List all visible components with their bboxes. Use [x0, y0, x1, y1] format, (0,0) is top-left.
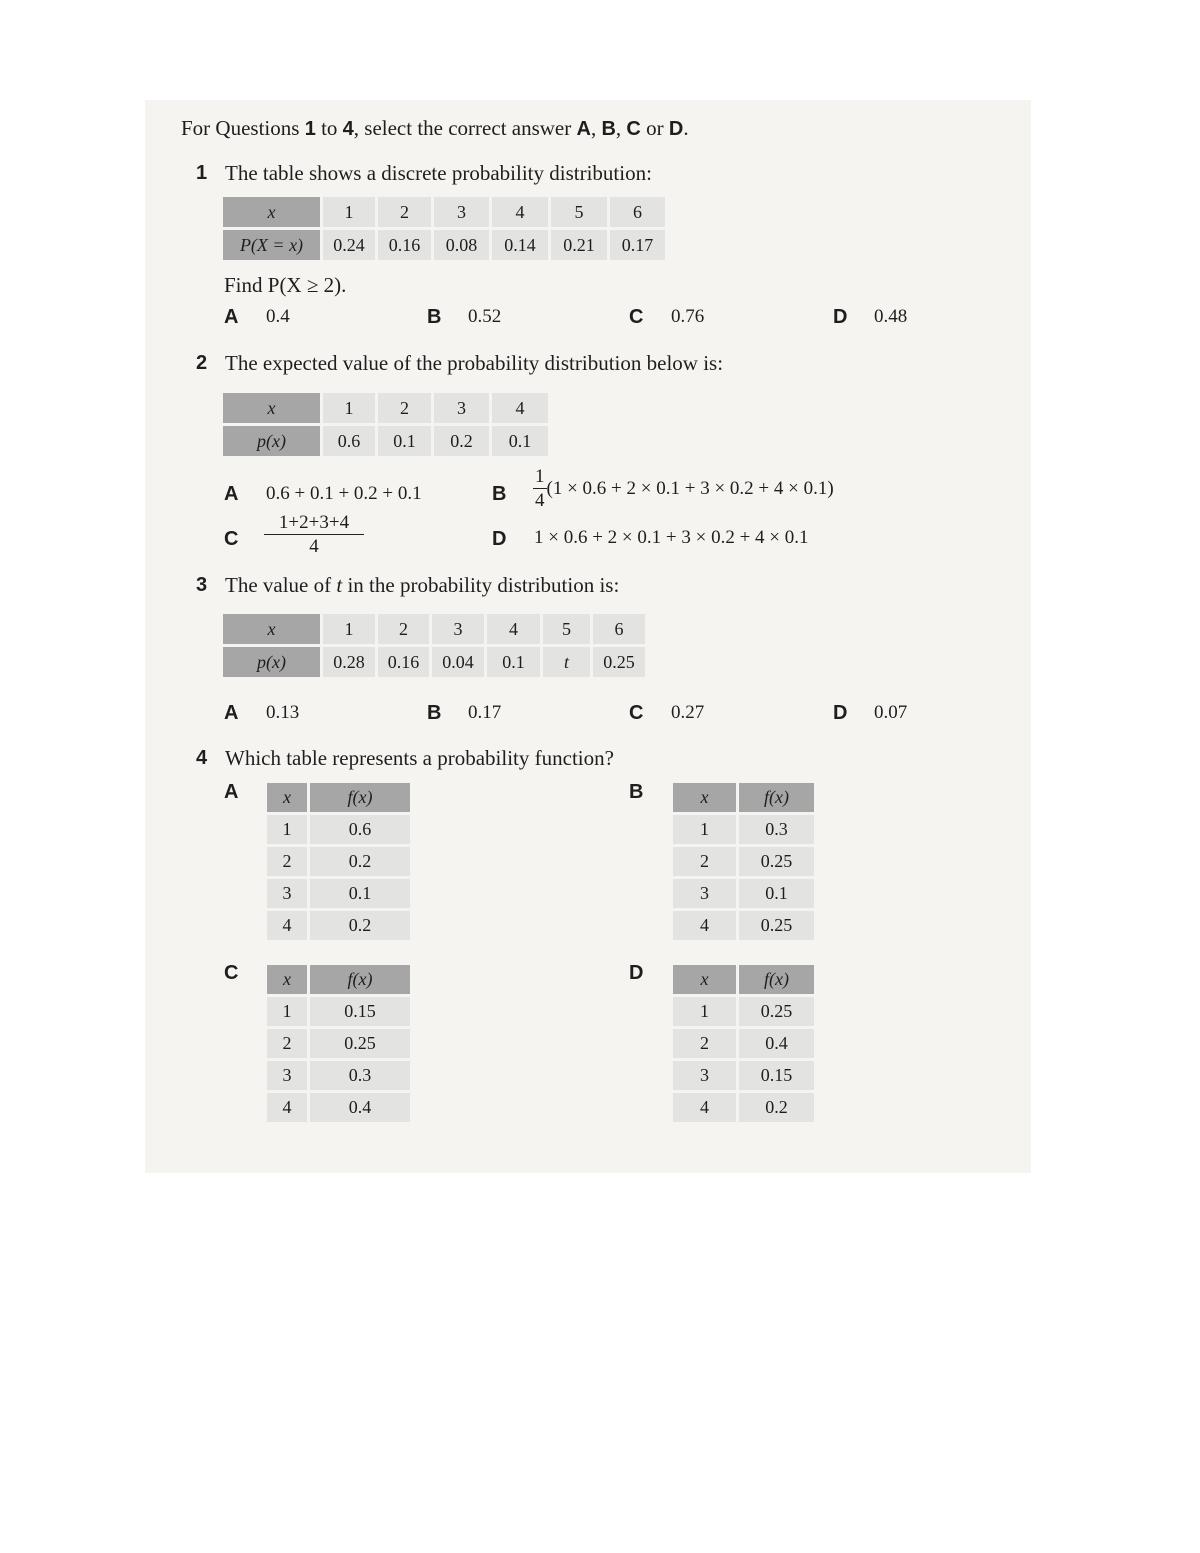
q4-d-f-2: 0.4: [739, 1029, 817, 1061]
instruction-prefix: For Questions: [181, 116, 305, 140]
q3-option-c-letter: C: [629, 702, 644, 724]
q3-option-b-letter: B: [427, 702, 442, 724]
q3-p-6: 0.25: [593, 647, 648, 680]
q3-option-c-value: 0.27: [671, 702, 705, 723]
q3-p-4: 0.1: [487, 647, 543, 680]
q4-b-f-2: 0.25: [739, 847, 817, 879]
q1-option-d-value: 0.48: [874, 306, 908, 327]
q2-x-1: 1: [323, 393, 378, 426]
q1-p-6: 0.17: [610, 230, 668, 263]
q3-option-a-value: 0.13: [266, 702, 300, 723]
q2-option-b-value: (1 × 0.6 + 2 × 0.1 + 3 × 0.2 + 4 × 0.1): [546, 477, 834, 499]
q3-x-6: 6: [593, 614, 648, 647]
question-card: [145, 100, 1031, 1173]
q1-option-c-value: 0.76: [671, 306, 705, 327]
instruction-line: [181, 116, 689, 141]
q3-option-d-value: 0.07: [874, 702, 908, 723]
q4-a-f-2: 0.2: [310, 847, 413, 879]
q3-table-head-x: x: [223, 614, 323, 647]
q4-c-x-1: 1: [267, 997, 310, 1029]
q4-d-f-4: 0.2: [739, 1093, 817, 1125]
q1-p-3: 0.08: [434, 230, 492, 263]
q4-table-d-letter: D: [629, 962, 644, 984]
q3-x-2: 2: [378, 614, 432, 647]
q1-table: [223, 197, 668, 263]
q4-d-f-3: 0.15: [739, 1061, 817, 1093]
q4-table-a: [267, 783, 413, 943]
instruction-comma-1: ,: [590, 116, 602, 140]
q1-p-5: 0.21: [551, 230, 610, 263]
q4-d-head-f: f(x): [739, 965, 817, 997]
q4-b-x-3: 3: [673, 879, 739, 911]
q3-p-5: t: [543, 647, 593, 680]
q4-c-x-4: 4: [267, 1093, 310, 1125]
q4-d-head-x: x: [673, 965, 739, 997]
q4-a-f-1: 0.6: [310, 815, 413, 847]
q3-x-5: 5: [543, 614, 593, 647]
q3-x-1: 1: [323, 614, 378, 647]
instruction-or-word: or: [640, 116, 669, 140]
q2-p-4: 0.1: [492, 426, 551, 459]
q2-option-b-frac-num: 1: [535, 466, 545, 487]
q4-table-b: [673, 783, 817, 943]
q4-a-head-f: f(x): [310, 783, 413, 815]
q2-number: 2: [196, 352, 208, 374]
q4-a-f-3: 0.1: [310, 879, 413, 911]
q2-option-a-letter: A: [224, 483, 239, 505]
q2-x-4: 4: [492, 393, 551, 426]
instruction-letter-b: B: [601, 118, 616, 140]
q1-x-2: 2: [378, 197, 434, 230]
q2-text: The expected value of the probability distribution below is:: [225, 351, 724, 375]
q4-d-x-2: 2: [673, 1029, 739, 1061]
q4-a-x-1: 1: [267, 815, 310, 847]
q4-a-head-x: x: [267, 783, 310, 815]
q3-text-var: t: [336, 573, 343, 597]
q2-option-b-frac-den: 4: [535, 490, 545, 511]
q2-p-3: 0.2: [434, 426, 492, 459]
q3-x-4: 4: [487, 614, 543, 647]
q4-c-head-f: f(x): [310, 965, 413, 997]
q3-number: 3: [196, 574, 208, 596]
q4-d-x-1: 1: [673, 997, 739, 1029]
q1-option-a-letter: A: [224, 306, 239, 328]
q1-x-3: 3: [434, 197, 492, 230]
q4-c-f-1: 0.15: [310, 997, 413, 1029]
q4-a-x-2: 2: [267, 847, 310, 879]
q3-p-1: 0.28: [323, 647, 378, 680]
q1-x-4: 4: [492, 197, 551, 230]
q1-x-5: 5: [551, 197, 610, 230]
instruction-mid: , select the correct answer: [353, 116, 577, 140]
q2-option-a-value: 0.6 + 0.1 + 0.2 + 0.1: [266, 483, 422, 504]
q2-option-d-letter: D: [492, 528, 507, 550]
instruction-comma-2: ,: [615, 116, 627, 140]
q4-a-x-3: 3: [267, 879, 310, 911]
q1-option-c-letter: C: [629, 306, 644, 328]
q3-option-d-letter: D: [833, 702, 848, 724]
q4-b-f-4: 0.25: [739, 911, 817, 943]
q4-c-head-x: x: [267, 965, 310, 997]
q2-x-2: 2: [378, 393, 434, 426]
q2-table-head-x: x: [223, 393, 323, 426]
q1-x-1: 1: [323, 197, 378, 230]
q4-table-c-letter: C: [224, 962, 239, 984]
q1-text: The table shows a discrete probability distribution:: [225, 161, 652, 185]
q4-c-f-4: 0.4: [310, 1093, 413, 1125]
q2-option-c-frac-num: 1+2+3+4: [264, 512, 364, 535]
instruction-from: 1: [304, 118, 316, 140]
q1-option-b-letter: B: [427, 306, 442, 328]
q4-b-f-3: 0.1: [739, 879, 817, 911]
q2-option-b-letter: B: [492, 483, 507, 505]
q4-c-x-3: 3: [267, 1061, 310, 1093]
q2-option-b-expression: [533, 466, 834, 513]
q4-b-f-1: 0.3: [739, 815, 817, 847]
q1-p-2: 0.16: [378, 230, 434, 263]
q4-a-x-4: 4: [267, 911, 310, 943]
q2-p-1: 0.6: [323, 426, 378, 459]
q2-p-2: 0.1: [378, 426, 434, 459]
q1-p-4: 0.14: [492, 230, 551, 263]
q4-table-a-letter: A: [224, 781, 239, 803]
q2-table: [223, 393, 551, 459]
q4-number: 4: [196, 747, 208, 769]
q4-b-x-4: 4: [673, 911, 739, 943]
q1-option-d-letter: D: [833, 306, 848, 328]
q2-table-head-p: p(x): [223, 426, 323, 459]
q4-a-f-4: 0.2: [310, 911, 413, 943]
q2-option-d-value: 1 × 0.6 + 2 × 0.1 + 3 × 0.2 + 4 × 0.1: [534, 527, 809, 548]
q2-x-3: 3: [434, 393, 492, 426]
instruction-letter-d: D: [668, 118, 684, 140]
q4-c-f-2: 0.25: [310, 1029, 413, 1061]
q4-c-x-2: 2: [267, 1029, 310, 1061]
instruction-letter-a: A: [576, 118, 591, 140]
q4-text: Which table represents a probability function?: [225, 746, 614, 770]
q2-option-c-expression: [264, 512, 364, 559]
q4-b-head-f: f(x): [739, 783, 817, 815]
q4-table-c: [267, 965, 413, 1125]
q3-table-head-p: p(x): [223, 647, 323, 680]
q4-b-x-2: 2: [673, 847, 739, 879]
instruction-to: 4: [342, 118, 354, 140]
q3-p-3: 0.04: [432, 647, 487, 680]
q3-x-3: 3: [432, 614, 487, 647]
q3-text-before: The value of: [225, 573, 337, 597]
q1-option-b-value: 0.52: [468, 306, 502, 327]
q3-option-b-value: 0.17: [468, 702, 502, 723]
q4-b-x-1: 1: [673, 815, 739, 847]
q3-table: [223, 614, 648, 680]
q4-d-x-4: 4: [673, 1093, 739, 1125]
q4-d-f-1: 0.25: [739, 997, 817, 1029]
q3-p-2: 0.16: [378, 647, 432, 680]
q4-table-b-letter: B: [629, 781, 644, 803]
q3-option-a-letter: A: [224, 702, 239, 724]
q3-text-after: in the probability distribution is:: [342, 573, 620, 597]
instruction-letter-c: C: [626, 118, 641, 140]
instruction-to-word: to: [315, 116, 343, 140]
q1-find: Find P(X ≥ 2).: [224, 273, 347, 297]
q4-c-f-3: 0.3: [310, 1061, 413, 1093]
q1-table-head-p: P(X = x): [223, 230, 323, 263]
instruction-end: .: [683, 116, 689, 140]
q4-table-d: [673, 965, 817, 1125]
q1-x-6: 6: [610, 197, 668, 230]
q1-option-a-value: 0.4: [266, 306, 290, 327]
q1-number: 1: [196, 162, 208, 184]
q2-option-c-frac-den: 4: [309, 536, 319, 557]
q4-d-x-3: 3: [673, 1061, 739, 1093]
q2-option-c-fraction: [264, 512, 364, 559]
q1-p-1: 0.24: [323, 230, 378, 263]
q3-text: [225, 573, 619, 598]
q1-table-head-x: x: [223, 197, 323, 230]
q4-b-head-x: x: [673, 783, 739, 815]
q2-option-b-fraction: [533, 466, 547, 513]
q2-option-c-letter: C: [224, 528, 239, 550]
